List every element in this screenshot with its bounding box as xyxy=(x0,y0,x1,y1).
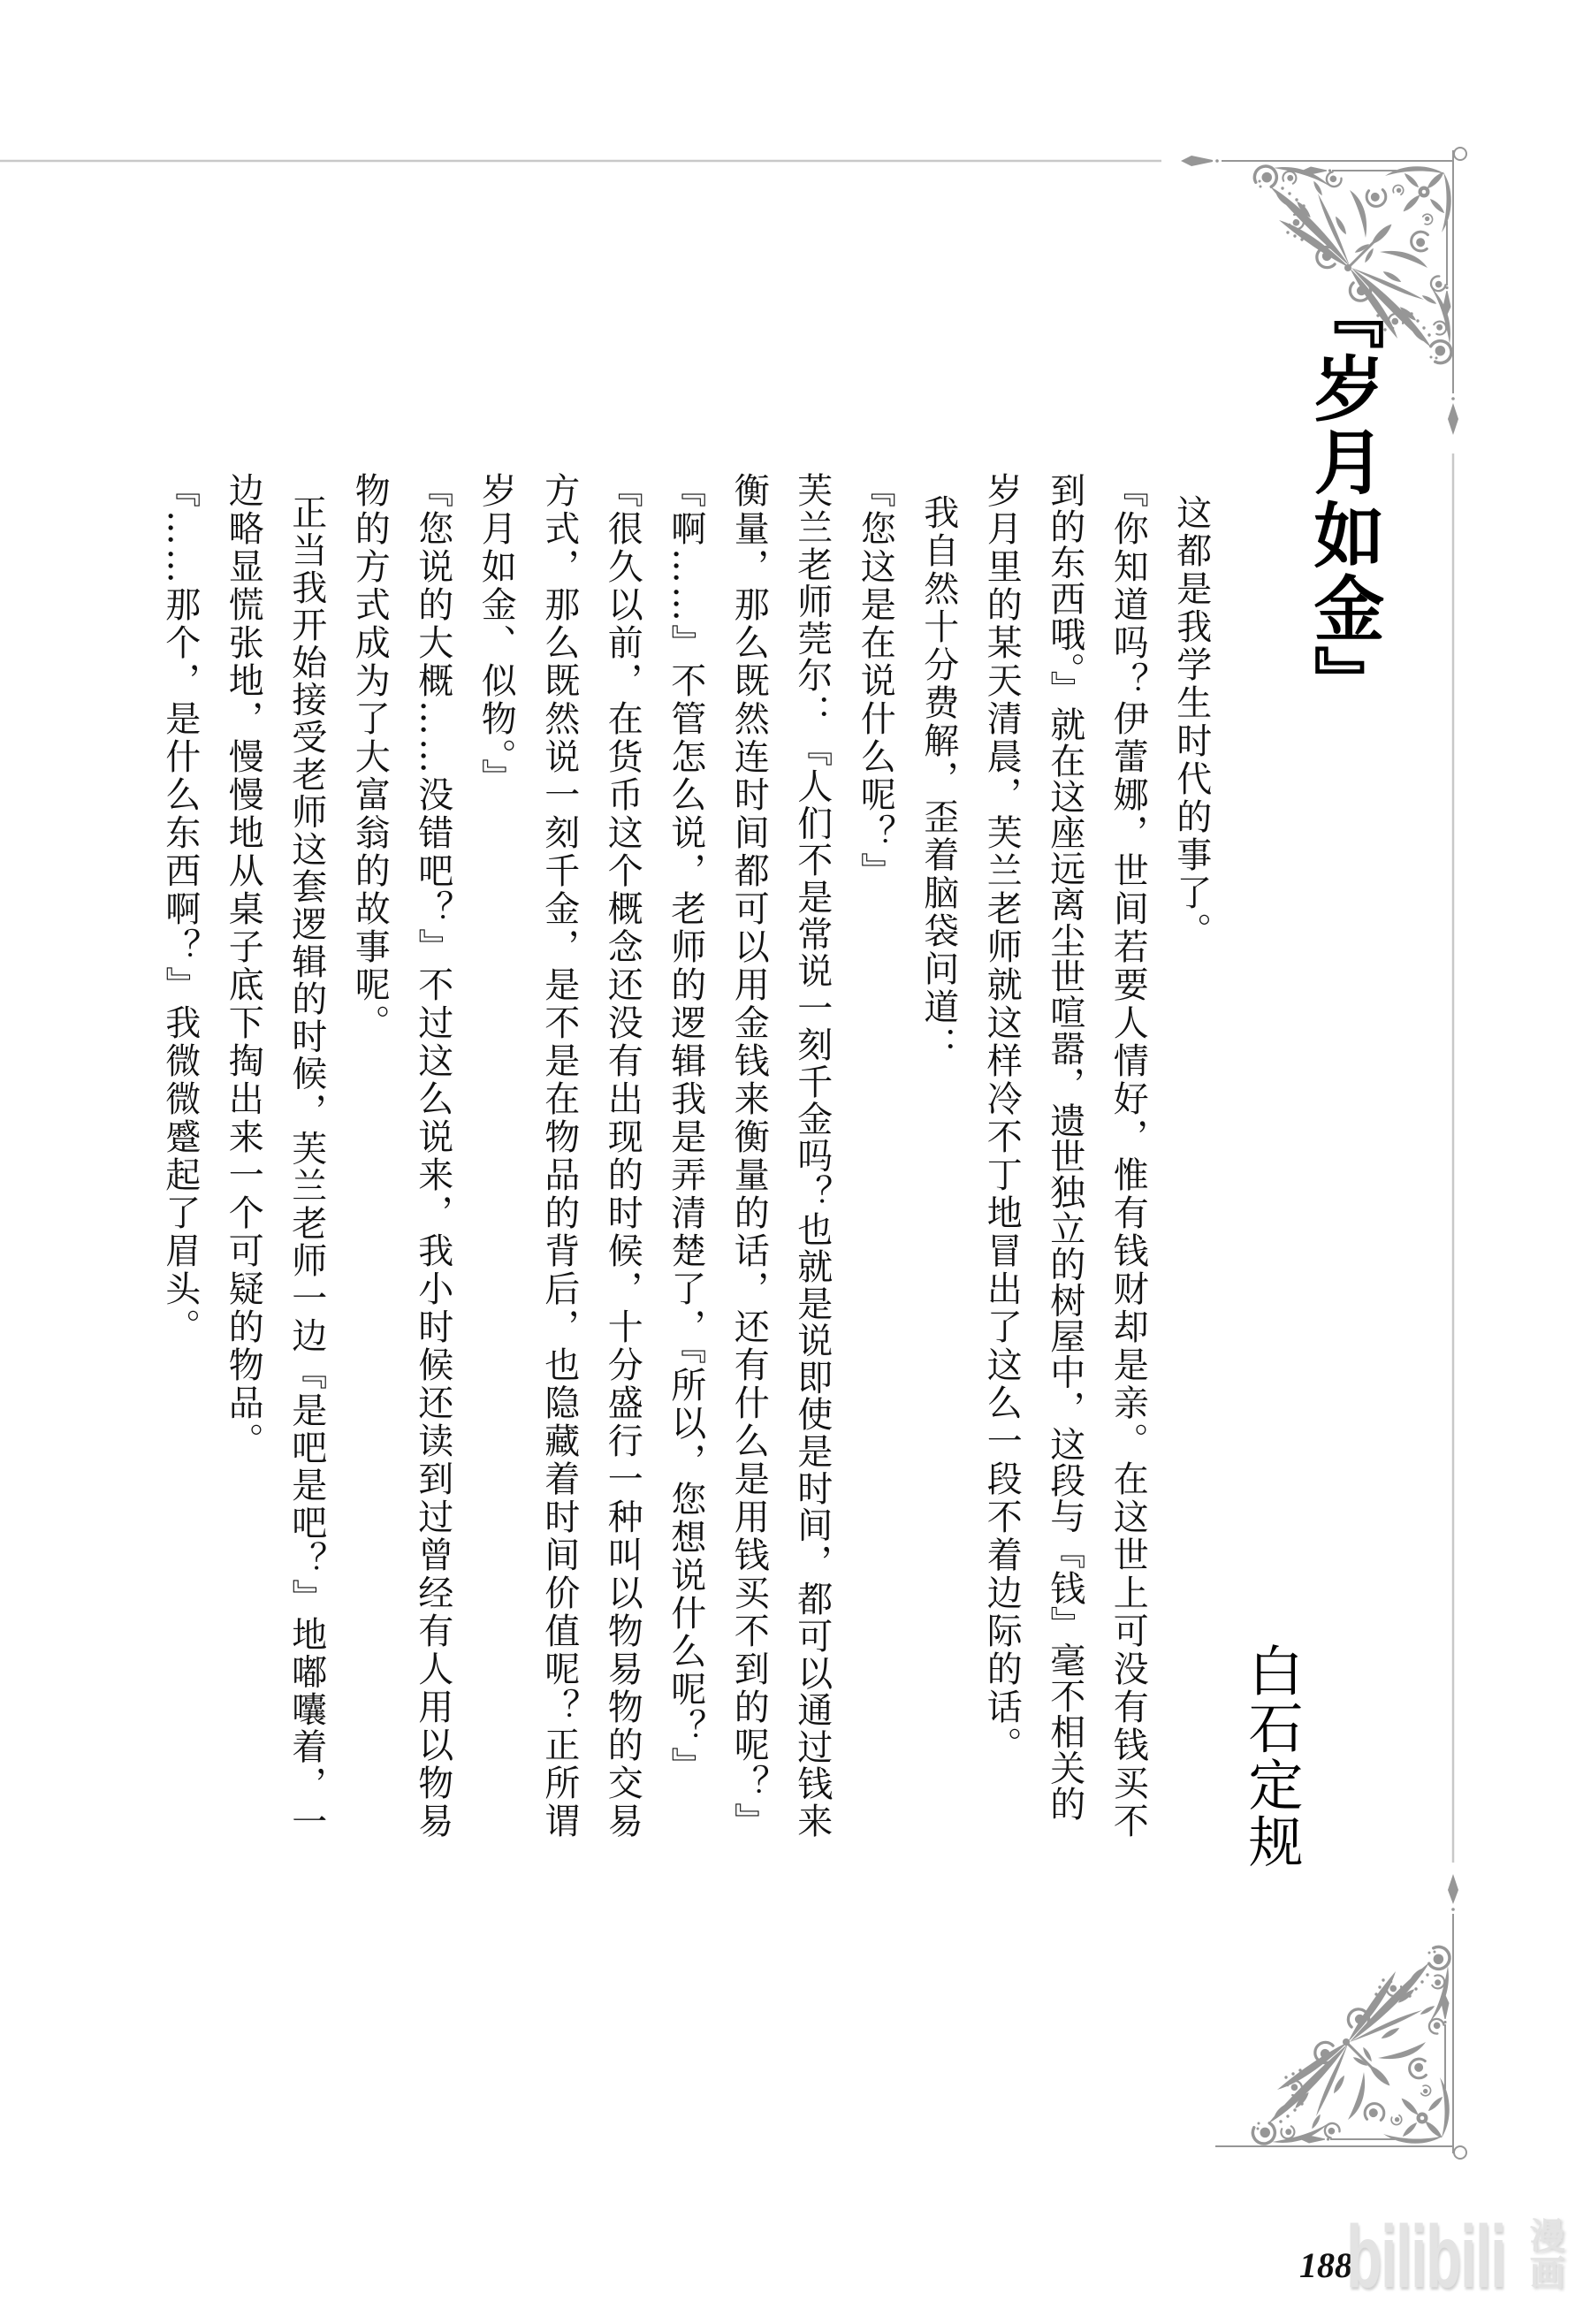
dot-icon xyxy=(1215,159,1219,163)
text-column: 边略显慌张地，慢慢地从桌子底下掏出来一个可疑的物品。 xyxy=(223,472,264,1460)
text-column: 方式，那么既然说一刻千金，是不是在物品的背后，也隐藏着时间价值呢？正所谓 xyxy=(538,472,580,1840)
author-name: 白石定规 xyxy=(1239,1642,1304,1871)
bilibili-logo-icon: bilibili xyxy=(1346,2207,1506,2306)
chapter-title: 『岁月如金』 xyxy=(1302,278,1385,719)
drop-icon xyxy=(1448,403,1458,435)
body-text xyxy=(148,472,1222,1851)
text-column: 岁月如金、似物。』 xyxy=(476,472,517,796)
diamond-icon xyxy=(1181,156,1213,166)
dot-icon xyxy=(1451,1908,1455,1911)
text-column: 正当我开始接受老师这套逻辑的时候，芙兰老师一边『是吧是吧？』地嘟囔着，一 xyxy=(285,494,327,1840)
dot-icon xyxy=(1451,397,1455,400)
floral-corner-ornament-icon xyxy=(1252,1947,1450,2144)
text-column: 『您说的大概……没错吧？』不过这么说来，我小时候还读到过曾经有人用以物易 xyxy=(412,472,453,1840)
text-column: 这都是我学生时代的事了。 xyxy=(1170,494,1212,950)
text-column: 衡量，那么既然连时间都可以用金钱来衡量的话，还有什么是用钱买不到的呢？』 xyxy=(728,472,770,1840)
text-column: 『你知道吗？伊蕾娜，世间若要人情好，惟有钱财却是亲。在这世上可没有钱买不 xyxy=(1108,472,1149,1840)
corner-loop-icon xyxy=(1454,2146,1466,2159)
text-column: 我自然十分费解，歪着脑袋问道： xyxy=(917,494,959,1064)
text-column: 岁月里的某天清晨，芙兰老师就这样冷不丁地冒出了这么一段不着边际的话。 xyxy=(981,472,1023,1764)
page-number: 188 xyxy=(1299,2245,1352,2285)
text-column: 『很久以前，在货币这个概念还没有出现的时候，十分盛行一种叫以物易物的交易 xyxy=(602,472,643,1840)
text-column: 『啊……』不管怎么说，老师的逻辑我是弄清楚了，『所以，您想说什么呢？』 xyxy=(665,472,706,1785)
text-column: 物的方式成为了大富翁的故事呢。 xyxy=(349,472,391,1042)
text-column: 『您这是在说什么呢？』 xyxy=(855,472,896,890)
text-column: 芙兰老师莞尔：『人们不是常说一刻千金吗？也就是说即使是时间，都可以通过钱来 xyxy=(791,472,833,1840)
drop-icon xyxy=(1448,1874,1458,1904)
watermark-label: 漫画 xyxy=(1524,2217,1564,2291)
corner-loop-icon xyxy=(1454,148,1466,160)
text-column: 『……那个，是什么东西啊？』我微微蹙起了眉头。 xyxy=(159,472,201,1346)
text-column: 到的东西哦。』就在这座远离尘世喧嚣，遗世独立的树屋中，这段与『钱』毫不相关的 xyxy=(1044,472,1085,1822)
